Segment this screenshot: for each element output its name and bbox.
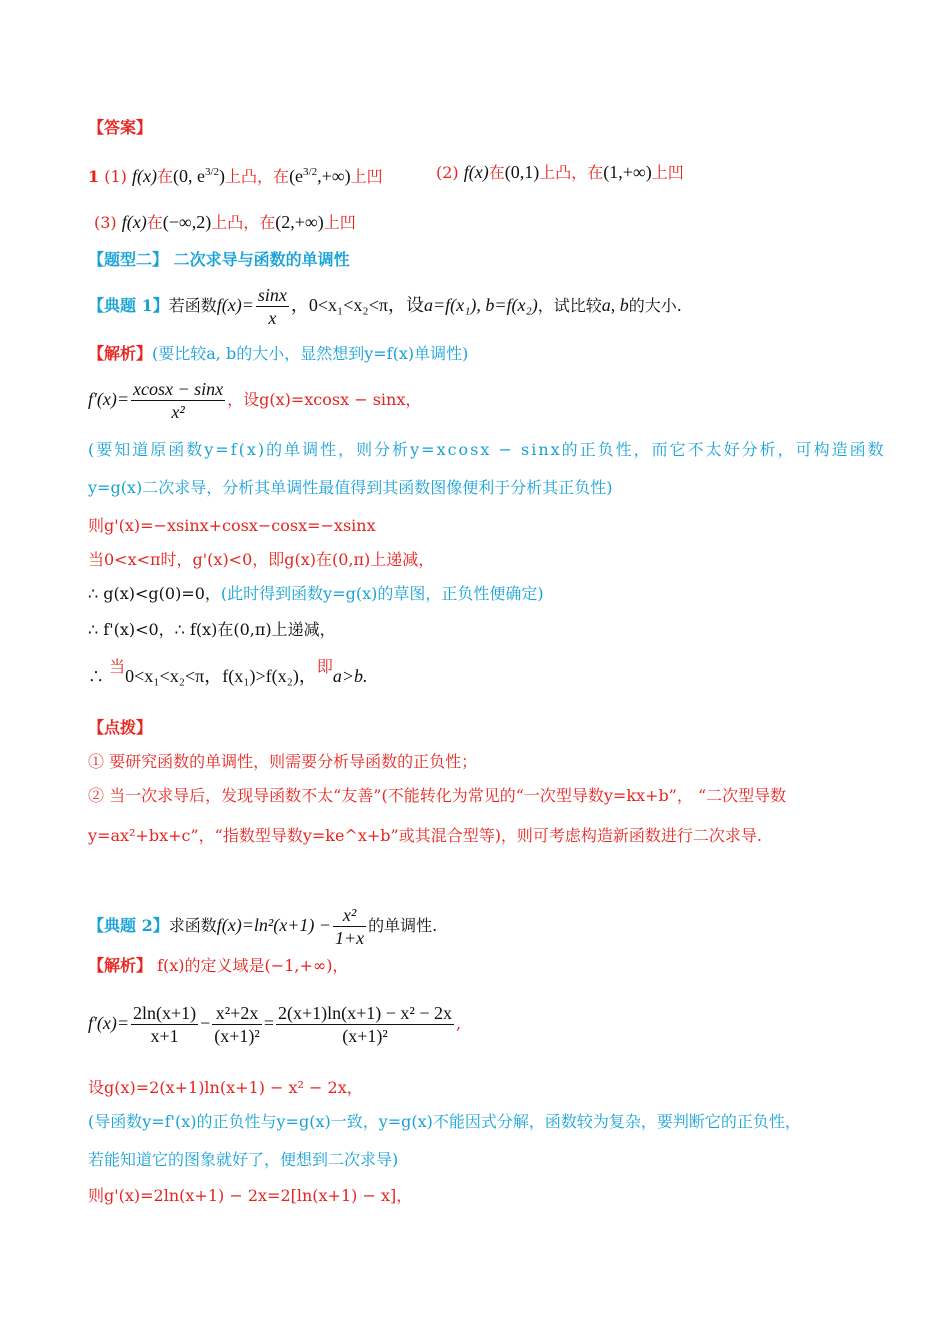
example-1-text: 若函数 — [168, 296, 217, 315]
solution-1-note-2: y=g(x)二次求导，分析其单调性最值得到其函数图像便利于分析其正负性) — [88, 478, 613, 497]
solution-1-hint: (要比较a, b的大小，显然想到y=f(x)单调性) — [152, 344, 469, 363]
solution-2-note-1: (导函数y=f'(x)的正负性与y=g(x)一致，y=g(x)不能因式分解，函数较为复杂，要判断它的正负性， — [88, 1112, 801, 1131]
solution-1-so-1-text: ∴ g(x)<g(0)=0， — [88, 584, 221, 603]
answer-1-part2-zai: 在 — [488, 163, 505, 182]
example-1-tag: 【典题 1】 — [88, 296, 169, 315]
solution-2-note-2: 若能知道它的图象就好了，便想到二次求导) — [88, 1150, 399, 1169]
answer-3-concave: 上凹 — [323, 213, 356, 232]
tip-2: ② 当一次求导后，发现导函数不太“友善”(不能转化为常见的“一次型导数y=kx+b”， “二次型导数 — [88, 786, 787, 805]
answer-3-index: (3) — [94, 213, 117, 232]
solution-2-tag: 【解析】 — [88, 956, 153, 975]
example-1-size: 的大小. — [628, 296, 682, 315]
answer-1-part1-index: (1) — [104, 167, 127, 186]
answer-3-interval-2: (2,+∞) — [275, 212, 324, 232]
example-1 — [88, 284, 682, 329]
answer-3-convex: 上凸，在 — [211, 213, 276, 232]
answer-1-part2-interval-1: (0,1) — [504, 162, 540, 182]
answer-1-fx: f(x) — [132, 166, 157, 186]
example-1-compare: ，试比较 — [537, 296, 602, 315]
answer-1-interval-2: $(e^{3/2},+\infty)$ — [289, 166, 351, 186]
solution-2-deriv-lhs: f'(x)= — [88, 1013, 129, 1033]
section-type2-header: 【题型二】 二次求导与函数的单调性 — [88, 250, 350, 269]
solution-2-g-derivative: 则g'(x)=2ln(x+1) − 2x=2[ln(x+1) − x]， — [88, 1186, 413, 1205]
solution-2-term-2: $\frac{\text{x²+2x}}{\text{(x+1)²}}$ — [214, 1003, 260, 1046]
answer-1-part2-convex: 上凸，在 — [539, 163, 604, 182]
example-1-ab: a=f(x₁), b=f(x₂) — [423, 295, 538, 315]
tip-1: ① 要研究函数的单调性，则需要分析导函数的正负性； — [88, 752, 478, 771]
answer-3-interval-1: (−∞,2) — [162, 212, 212, 232]
answer-1-part2 — [436, 160, 684, 185]
solution-1-so-3-when: 当 — [109, 657, 126, 676]
tip-header: 【点拨】 — [88, 718, 153, 737]
solution-1-deriv-lhs: f'(x)= — [88, 389, 129, 409]
solution-1-so-3 — [88, 657, 368, 689]
example-2-fx: f(x)=ln²(x+1) − — [216, 915, 332, 935]
example-1-fx: f(x)= — [216, 295, 254, 315]
example-1-condition: ，0<x₁<x₂<π，设 — [290, 295, 424, 315]
example-2 — [88, 904, 437, 949]
solution-1-note-1: (要知道原函数y=f(x)的单调性，则分析y=xcosx − sinx的正负性，而它不太好分析，可构造函数 — [88, 440, 886, 459]
example-2-monotonic: 的单调性. — [368, 916, 438, 935]
example-1-ab2: a, b — [601, 295, 629, 315]
tip-3: y=ax²+bx+c”，“指数型导数y=ke^x+b”或其混合型等)，则可考虑构造新函数进行二次求导. — [88, 826, 763, 845]
answer-1-interval-1: (0, $e^{3/2}$) — [173, 166, 226, 186]
example-2-tag: 【典题 2】 — [88, 916, 169, 935]
answer-1-part2-index: (2) — [436, 163, 459, 182]
solution-2-header — [88, 954, 348, 978]
solution-1-tag: 【解析】 — [88, 344, 153, 363]
answer-1-part2-fx: f(x) — [463, 162, 489, 182]
answer-1-number: 1 — [88, 167, 100, 186]
answer-3-zai: 在 — [146, 213, 163, 232]
solution-1-g-derivative: 则g'(x)=−xsinx+cosx−cosx=−xsinx — [88, 516, 376, 535]
solution-2-term-3: $\frac{\text{2(x+1)ln(x+1) − x² − 2x}}{\text{(x+1)²}}$ — [277, 1003, 452, 1046]
answer-1-concave-text: 上凹 — [350, 167, 383, 186]
solution-2-domain: f(x)的定义域是(−1,+∞)， — [157, 956, 349, 975]
answer-3-fx: f(x) — [121, 212, 147, 232]
solution-1-so-3-ji: 即 — [316, 657, 333, 676]
example-2-fraction: $\frac{\text{x²}}{1+x}$ — [335, 905, 365, 948]
solution-1-derivative — [88, 378, 421, 423]
solution-1-so-1 — [88, 582, 544, 606]
answer-1-part2-interval-2: (1,+∞) — [603, 162, 652, 182]
example-1-fraction: $\frac{\sin x}{x}$ — [257, 285, 287, 328]
answer-3-line — [94, 210, 356, 235]
solution-1-so-2: ∴ f'(x)<0，∴ f(x)在(0,π)上递减， — [88, 620, 336, 639]
answer-1-line — [88, 160, 383, 189]
example-2-text: 求函数 — [168, 916, 217, 935]
solution-1-so-3-inequality: 0<x₁<x₂<π，f(x₁)>f(x₂)， — [125, 666, 317, 686]
solution-1-set-g: ，设g(x)=xcosx − sinx， — [227, 390, 422, 409]
solution-1-header — [88, 342, 468, 366]
solution-2-set-g: 设g(x)=2(x+1)ln(x+1) − x² − 2x， — [88, 1078, 363, 1097]
answer-1-zai: 在 — [156, 167, 173, 186]
answer-1-part2-concave: 上凹 — [651, 163, 684, 182]
solution-2-term-1: $\frac{2\ln(x+1)}{x+1}$ — [132, 1003, 197, 1046]
solution-1-so-3-therefore: ∴ — [88, 667, 110, 686]
solution-1-when: 当0<x<π时，g'(x)<0，即g(x)在(0,π)上递减， — [88, 550, 435, 569]
solution-1-deriv-fraction: $\frac{xcosx - \sin x}{\text{x²}}$ — [132, 379, 224, 422]
solution-1-so-3-result: a>b. — [332, 666, 368, 686]
answer-1-convex-text: 上凸，在 — [225, 167, 290, 186]
solution-2-derivative: f'(x)= $\frac{2\ln(x+1)}{x+1}$ − $\frac{\text{x²+2x}}{\text{(x+1)²}}$ = $\frac{\text{2(x+1)ln(x+1) − x² − 2x}}{\text{(x+1)²}}$ , — [88, 1003, 462, 1046]
answer-header: 【答案】 — [88, 118, 153, 137]
solution-1-so-1-hint: (此时得到函数y=g(x)的草图，正负性便确定) — [220, 584, 544, 603]
